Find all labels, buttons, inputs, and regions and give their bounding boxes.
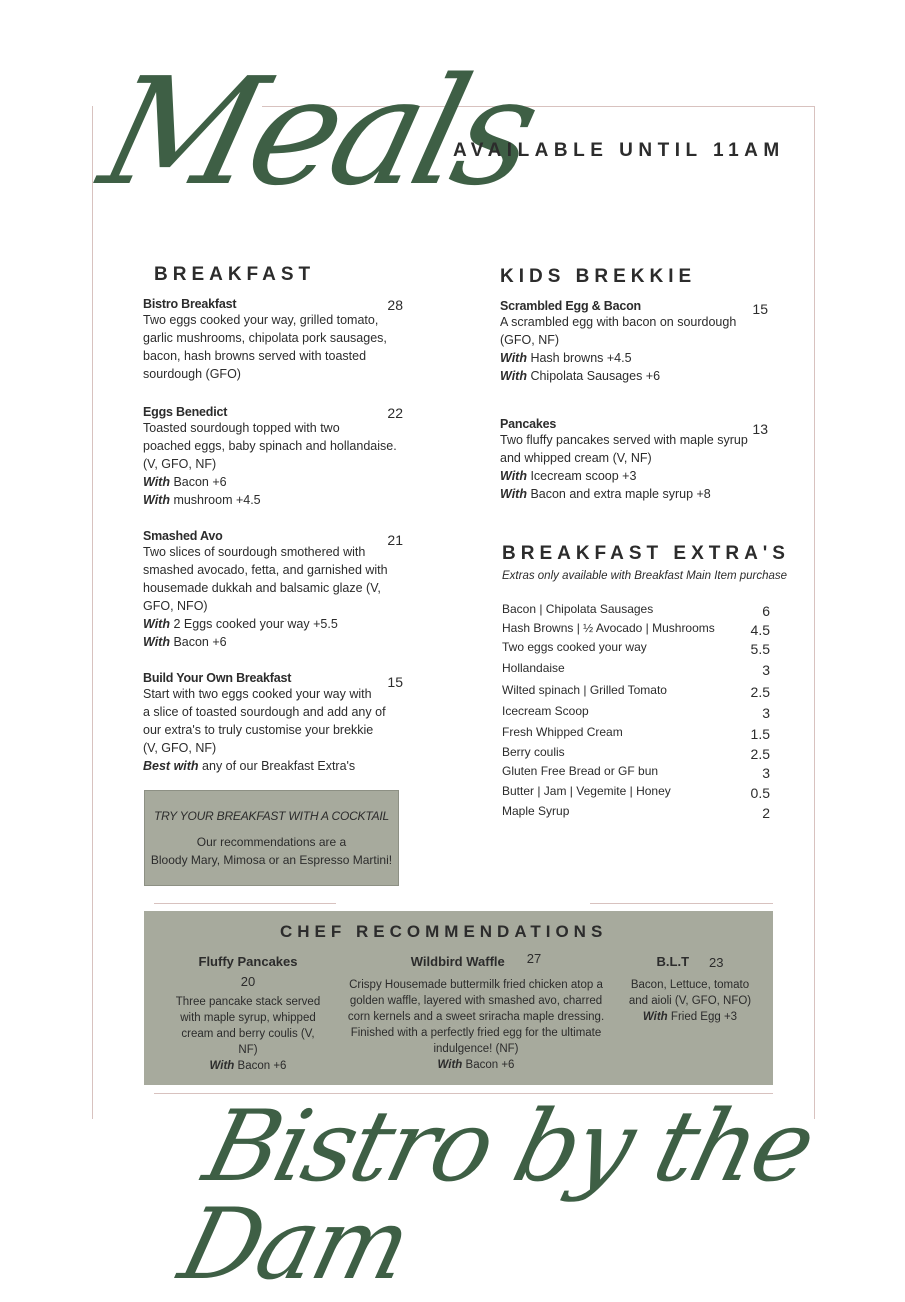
item-addon: With mushroom +4.5 <box>143 493 261 507</box>
item-addon: With Bacon +6 <box>143 475 227 489</box>
item-description: Crispy Housemade buttermilk fried chicken atop a golden waffle, layered with smashed avo, charred corn kernels and a sweet sriracha maple dressing. Finished with a perfectly fried egg for the ultimate indulgence! (NF) <box>347 979 605 1055</box>
extras-note: Extras only available with Breakfast Main Item purchase <box>502 570 788 582</box>
cocktail-recommendation-box <box>144 790 399 886</box>
item-addon: With Bacon +6 <box>209 1060 287 1072</box>
extras-list <box>502 602 770 824</box>
item-addon: Best with any of our Breakfast Extra's <box>143 759 356 773</box>
extras-row: Two eggs cooked your way 5.5 <box>502 640 770 657</box>
item-name: Eggs Benedict <box>143 405 228 419</box>
availability-banner: AVAILABLE UNTIL 11AM <box>453 140 785 161</box>
frame-right-line <box>814 106 815 1119</box>
item-price: 28 <box>387 297 403 313</box>
extras-row: Hollandaise 3 <box>502 661 770 678</box>
item-name: Scrambled Egg & Bacon <box>500 299 641 313</box>
menu-item-eggs-benedict <box>143 405 403 509</box>
item-price: 21 <box>387 532 403 548</box>
extras-row: Wilted spinach | Grilled Tomato 2.5 <box>502 683 770 700</box>
item-price: 27 <box>526 951 542 966</box>
item-description: Two fluffy pancakes served with maple syrup and whipped cream (V, NF) <box>500 433 748 465</box>
kids-brekkie-heading: KIDS BREKKIE <box>500 266 697 287</box>
item-price: 15 <box>752 301 768 317</box>
breakfast-extras-heading: BREAKFAST EXTRA'S <box>502 543 790 564</box>
extras-row: Fresh Whipped Cream 1.5 <box>502 725 770 742</box>
item-description: A scrambled egg with bacon on sourdough (GFO, NF) <box>500 315 737 347</box>
item-description: Two eggs cooked your way, grilled tomato, garlic mushrooms, chipolata pork sausages, bacon, hash browns served with toasted sourdough (GFO) <box>143 313 387 381</box>
item-name: B.L.T <box>656 954 690 969</box>
divider-right <box>590 903 773 904</box>
item-name: Pancakes <box>500 417 557 431</box>
item-name: Wildbird Waffle <box>410 954 505 969</box>
menu-item-bistro-breakfast <box>143 297 403 383</box>
menu-item-scrambled-egg-bacon <box>500 299 768 385</box>
item-name: Smashed Avo <box>143 529 223 543</box>
extras-row: Berry coulis 2.5 <box>502 745 770 762</box>
divider-left <box>154 903 336 904</box>
item-description: Bacon, Lettuce, tomato and aioli (V, GFO, NFO) <box>628 979 752 1007</box>
item-description: Toasted sourdough topped with two poached eggs, baby spinach and hollandaise. (V, GFO, NF) <box>143 421 397 471</box>
cocktail-text: Our recommendations are a Bloody Mary, Mimosa or an Espresso Martini! <box>150 835 393 867</box>
extras-row: Butter | Jam | Vegemite | Honey 0.5 <box>502 784 770 801</box>
item-addon: With Bacon +6 <box>437 1059 515 1071</box>
item-addon: With Hash browns +4.5 <box>500 351 632 365</box>
item-price: 22 <box>387 405 403 421</box>
item-price: 20 <box>240 974 256 989</box>
item-description: Start with two eggs cooked your way with a slice of toasted sourdough and add any of our extra's to truly customise your brekkie (V, GFO, NF) <box>143 687 386 755</box>
cocktail-title: TRY YOUR BREAKFAST WITH A COCKTAIL <box>153 809 389 823</box>
extras-row: Icecream Scoop 3 <box>502 704 770 721</box>
frame-left-line <box>92 106 93 1119</box>
item-description: Two slices of sourdough smothered with smashed avocado, fetta, and garnished with housemade dukkah and balsamic glaze (V, GFO, NFO) <box>143 545 388 613</box>
extras-row: Bacon | Chipolata Sausages 6 <box>502 602 770 619</box>
item-addon: With 2 Eggs cooked your way +5.5 <box>143 617 338 631</box>
chef-item-wildbird-waffle <box>343 951 609 1073</box>
item-addon: With Bacon and extra maple syrup +8 <box>500 487 711 501</box>
extras-row: Maple Syrup 2 <box>502 804 770 821</box>
chef-recommendations-heading: CHEF RECOMMENDATIONS <box>280 922 608 941</box>
item-price: 15 <box>387 674 403 690</box>
chef-item-fluffy-pancakes <box>164 954 332 1074</box>
item-price: 13 <box>752 421 768 437</box>
item-name: Bistro Breakfast <box>143 297 237 311</box>
item-description: Three pancake stack served with maple syrup, whipped cream and berry coulis (V, NF) <box>175 996 321 1056</box>
item-title-row <box>343 951 609 971</box>
breakfast-heading: BREAKFAST <box>154 264 316 285</box>
meals-script-title: Meals <box>86 46 551 218</box>
item-name: Build Your Own Breakfast <box>143 671 292 685</box>
item-title-row <box>622 954 758 971</box>
item-name: Fluffy Pancakes <box>198 954 298 969</box>
chef-item-blt <box>622 954 758 1025</box>
item-addon: With Icecream scoop +3 <box>500 469 637 483</box>
bistro-by-the-dam-script: Bistro by the Dam <box>169 1090 824 1302</box>
extras-row: Gluten Free Bread or GF bun 3 <box>502 764 770 781</box>
extras-row: Hash Browns | ½ Avocado | Mushrooms 4.5 <box>502 621 770 638</box>
item-addon: With Fried Egg +3 <box>642 1011 738 1023</box>
menu-item-build-your-own <box>143 671 403 775</box>
menu-item-smashed-avo <box>143 529 403 651</box>
item-addon: With Chipolata Sausages +6 <box>500 369 661 383</box>
item-price: 23 <box>709 955 724 970</box>
item-addon: With Bacon +6 <box>143 635 227 649</box>
menu-item-pancakes <box>500 417 768 503</box>
